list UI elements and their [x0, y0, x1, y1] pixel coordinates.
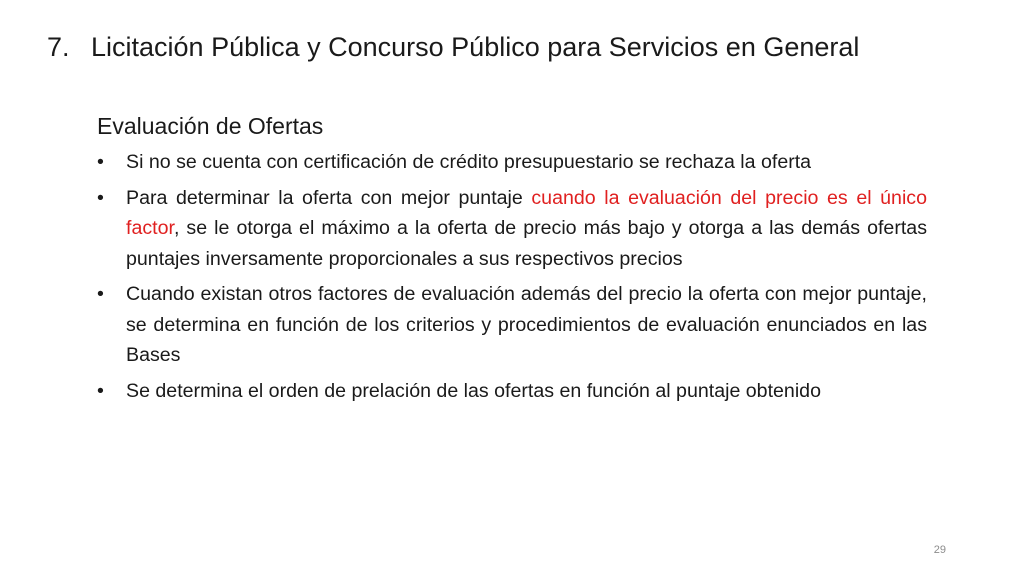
bullet-text: Cuando existan otros factores de evaluación además del precio la oferta con mejor puntaje, se determina en función de los criterios y procedimientos de evaluación enunciados en las Bases [126, 283, 927, 366]
bullet-icon: • [97, 151, 104, 173]
section-subheading: Evaluación de Ofertas [97, 113, 324, 139]
title-number: 7. [47, 32, 70, 62]
bullet-item-ranking-order [97, 376, 927, 407]
bullet-text: Si no se cuenta con certificación de crédito presupuestario se rechaza la oferta [126, 151, 812, 173]
bullet-text: Se determina el orden de prelación de las ofertas en función al puntaje obtenido [126, 379, 821, 402]
page-number: 29 [933, 544, 946, 556]
title-text: Licitación Pública y Concurso Público para Servicios en General [91, 32, 860, 62]
bullet-icon: • [97, 186, 104, 209]
slide-title [47, 28, 1007, 66]
bullet-item-other-factors [97, 279, 927, 371]
bullet-text-after: , se le otorga el máximo a la oferta de precio más bajo y otorga a las demás ofertas puntajes inversamente proporcionales a sus respectivos precios [126, 217, 927, 270]
bullet-text-highlight: cuando la evaluación del precio es el único factor [126, 186, 927, 239]
bullet-item-credit-certification [97, 147, 927, 178]
bullet-icon: • [97, 283, 104, 305]
bullet-list [97, 147, 927, 411]
bullet-item-price-only-scoring [97, 183, 927, 275]
bullet-text-before: Para determinar la oferta con mejor puntaje [126, 186, 532, 209]
bullet-icon: • [97, 379, 104, 402]
